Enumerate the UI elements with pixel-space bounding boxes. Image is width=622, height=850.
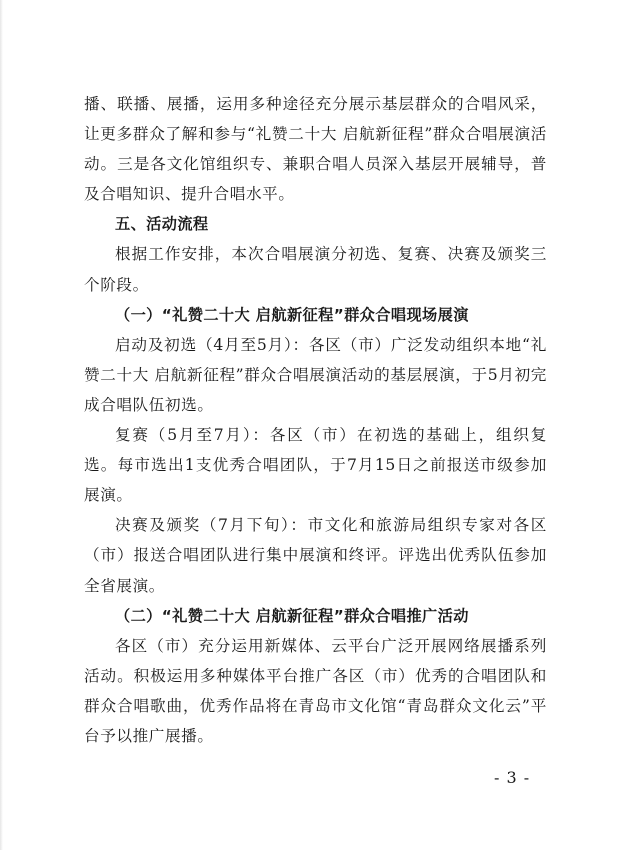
subsection-heading-live-performance: （一）“礼赞二十大 启航新征程”群众合唱现场展演: [115, 305, 469, 324]
paragraph-stages-overview: 根据工作安排，本次合唱展演分初选、复赛、决赛及颁奖三个阶段。: [84, 245, 547, 294]
document-body: [84, 89, 547, 751]
section-heading-activity-process: 五、活动流程: [115, 215, 209, 234]
paragraph-final-awards: 决赛及颁奖（7月下旬）：市文化和旅游局组织专家对各区（市）报送合唱团队进行集中展演和终评。评选出优秀队伍参加全省展演。: [84, 516, 547, 595]
paragraph-launch-preliminary: 启动及初选（4月至5月）：各区（市）广泛发动组织本地“礼赞二十大 启航新征程”群众合唱展演活动的基层展演，于5月初完成合唱队伍初选。: [84, 335, 547, 414]
page-edge-shadow: [0, 0, 3, 850]
paragraph-outreach-continuation: 播、联播、展播，运用多种途径充分展示基层群众的合唱风采，让更多群众了解和参与“礼赞二十大 启航新征程”群众合唱展演活动。三是各文化馆组织专、兼职合唱人员深入基层开展辅导，普及合唱知识、提升合唱水平。: [84, 95, 547, 204]
paragraph-promotion-details: 各区（市）充分运用新媒体、云平台广泛开展网络展播系列活动。积极运用多种媒体平台推广各区（市）优秀的合唱团队和群众合唱歌曲，优秀作品将在青岛市文化馆“青岛群众文化云”平台予以推广展播。: [84, 636, 547, 745]
page-number: - 3 -: [494, 768, 531, 787]
paragraph-semifinal: 复赛（5月至7月）：各区（市）在初选的基础上，组织复选。每市选出1支优秀合唱团队，于7月15日之前报送市级参加展演。: [84, 426, 547, 505]
subsection-heading-promotion: （二）“礼赞二十大 启航新征程”群众合唱推广活动: [115, 606, 469, 625]
